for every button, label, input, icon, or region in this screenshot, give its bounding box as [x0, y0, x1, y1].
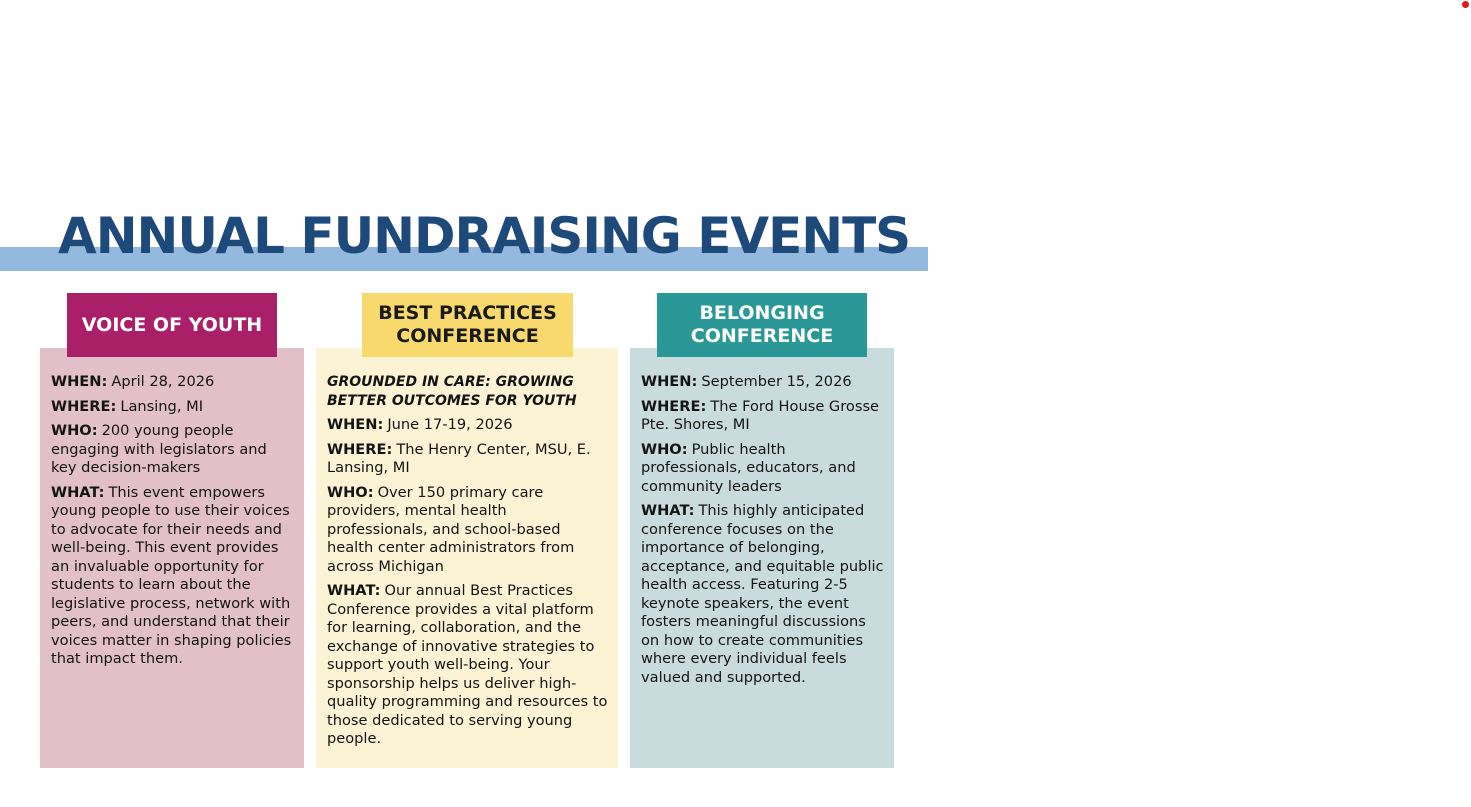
where-value: Lansing, MI	[120, 397, 203, 415]
where-label: WHERE:	[51, 397, 117, 415]
event-card-body	[316, 373, 618, 755]
what-value: This event empowers young people to use their voices to advocate for their needs and well-being. This event provides an invaluable opportunity for students to learn about the legislative process, network with peers, and understand that their voices matter in shaping policies that impact them.	[51, 483, 292, 667]
event-card-belonging	[630, 348, 894, 768]
who-value: 200 young people engaging with legislators and key decision-makers	[51, 422, 267, 476]
when-label: WHEN:	[641, 373, 698, 390]
what-value: Our annual Best Practices Conference provides a vital platform for learning, collaboration, and the exchange of innovative strategies to support youth well-being. Your sponsorship helps us deliver high-quality programming and resources to those dedicated to serving young people.	[327, 582, 608, 747]
when-label: WHEN:	[51, 373, 108, 390]
event-heading-voice-of-youth: VOICE OF YOUTH	[67, 293, 277, 357]
when-value: April 28, 2026	[111, 373, 215, 390]
what-label: WHAT:	[641, 502, 695, 519]
what-row	[641, 502, 884, 687]
who-label: WHO:	[327, 483, 374, 501]
page-title: ANNUAL FUNDRAISING EVENTS	[58, 207, 911, 265]
who-row	[641, 441, 884, 497]
event-card-body	[630, 373, 894, 693]
event-heading-best-practices: BEST PRACTICES CONFERENCE	[362, 293, 573, 357]
who-row	[51, 422, 294, 478]
event-subtitle: GROUNDED IN CARE: GROWING BETTER OUTCOMES FOR YOUTH	[327, 374, 577, 409]
when-row	[51, 373, 294, 392]
who-value: Over 150 primary care providers, mental health professionals, and school-based health center administrators from across Michigan	[327, 483, 575, 575]
when-label: WHEN:	[327, 416, 384, 433]
what-value: This highly anticipated conference focuses on the importance of belonging, acceptance, and equitable public health access. Featuring 2-5 keynote speakers, the event fosters meaningful discussions on how to create communities where every individual feels valued and supported.	[641, 502, 884, 686]
event-card-best-practices	[316, 348, 618, 768]
when-value: September 15, 2026	[701, 373, 852, 390]
where-row	[51, 398, 294, 417]
what-row	[327, 582, 608, 749]
event-heading-belonging: BELONGING CONFERENCE	[657, 293, 867, 357]
event-card-body	[40, 373, 304, 675]
when-row	[641, 373, 884, 392]
where-value: The Ford House Grosse Pte. Shores, MI	[641, 397, 880, 433]
where-label: WHERE:	[327, 440, 393, 458]
what-label: WHAT:	[327, 582, 381, 599]
event-card-voice-of-youth	[40, 348, 304, 768]
who-label: WHO:	[641, 440, 688, 458]
what-label: WHAT:	[51, 483, 105, 501]
when-value: June 17-19, 2026	[387, 416, 513, 433]
when-row	[327, 416, 608, 435]
where-row	[641, 398, 884, 435]
who-value: Public health professionals, educators, and community leaders	[641, 440, 856, 495]
who-row	[327, 484, 608, 577]
red-marker-dot	[1462, 1, 1469, 8]
who-label: WHO:	[51, 422, 98, 439]
where-value: The Henry Center, MSU, E. Lansing, MI	[327, 440, 591, 476]
where-row	[327, 441, 608, 478]
where-label: WHERE:	[641, 397, 707, 415]
what-row	[51, 484, 294, 669]
